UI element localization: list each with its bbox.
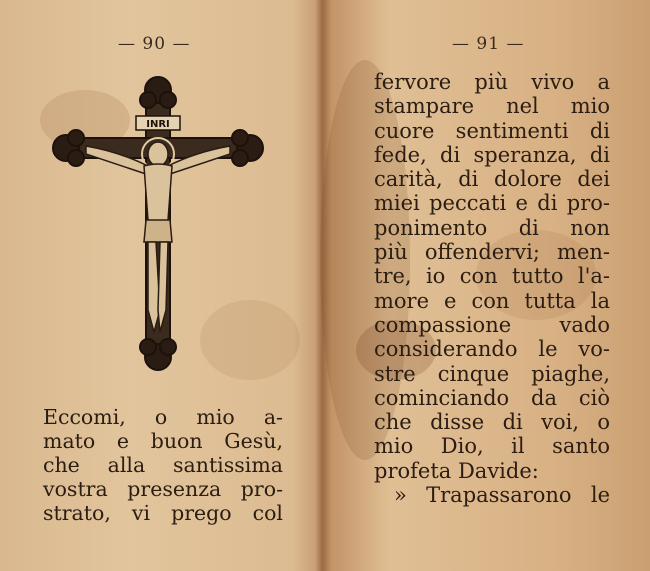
text-line: stampare nel mio bbox=[374, 94, 610, 119]
page-number: — 90 — bbox=[118, 34, 191, 54]
text-line: fervore più vivo a bbox=[374, 70, 610, 94]
text-line: che disse di voi, o bbox=[374, 410, 610, 435]
crucifix-illustration bbox=[50, 70, 265, 380]
text-line: stre cinque piaghe, bbox=[374, 361, 610, 386]
text-line: profeta Davide: bbox=[374, 458, 539, 483]
text-line: considerando le vo- bbox=[374, 337, 610, 362]
left-page-text bbox=[43, 405, 283, 525]
text-line: fede, di speranza, di bbox=[374, 142, 610, 167]
page-number: — 91 — bbox=[452, 34, 525, 54]
text-line: più offendervi; men- bbox=[374, 240, 610, 265]
text-line: » Trapassarono le bbox=[394, 483, 610, 508]
text-line: carità, di dolore dei bbox=[374, 167, 610, 192]
text-line: compassione vado bbox=[374, 312, 610, 337]
text-line: vostra presenza pro- bbox=[43, 477, 283, 501]
text-line: Eccomi, o mio a- bbox=[43, 405, 283, 429]
text-line: more e con tutta la bbox=[374, 288, 610, 313]
text-line: miei peccati e di pro- bbox=[374, 191, 610, 216]
text-line: strato, vi prego col bbox=[43, 501, 283, 525]
left-page bbox=[0, 0, 320, 571]
right-page bbox=[326, 0, 650, 571]
text-line: ponimento di non bbox=[374, 215, 610, 240]
text-line: mio Dio, il santo bbox=[374, 434, 610, 459]
right-page-text bbox=[374, 70, 610, 507]
text-line: mato e buon Gesù, bbox=[43, 429, 283, 453]
text-line: cominciando da ciò bbox=[374, 385, 610, 410]
text-line: che alla santissima bbox=[43, 453, 283, 477]
text-line: tre, io con tutto l'a- bbox=[374, 264, 610, 289]
inri-inscription: INRI bbox=[146, 119, 170, 130]
text-line: cuore sentimenti di bbox=[374, 118, 610, 143]
